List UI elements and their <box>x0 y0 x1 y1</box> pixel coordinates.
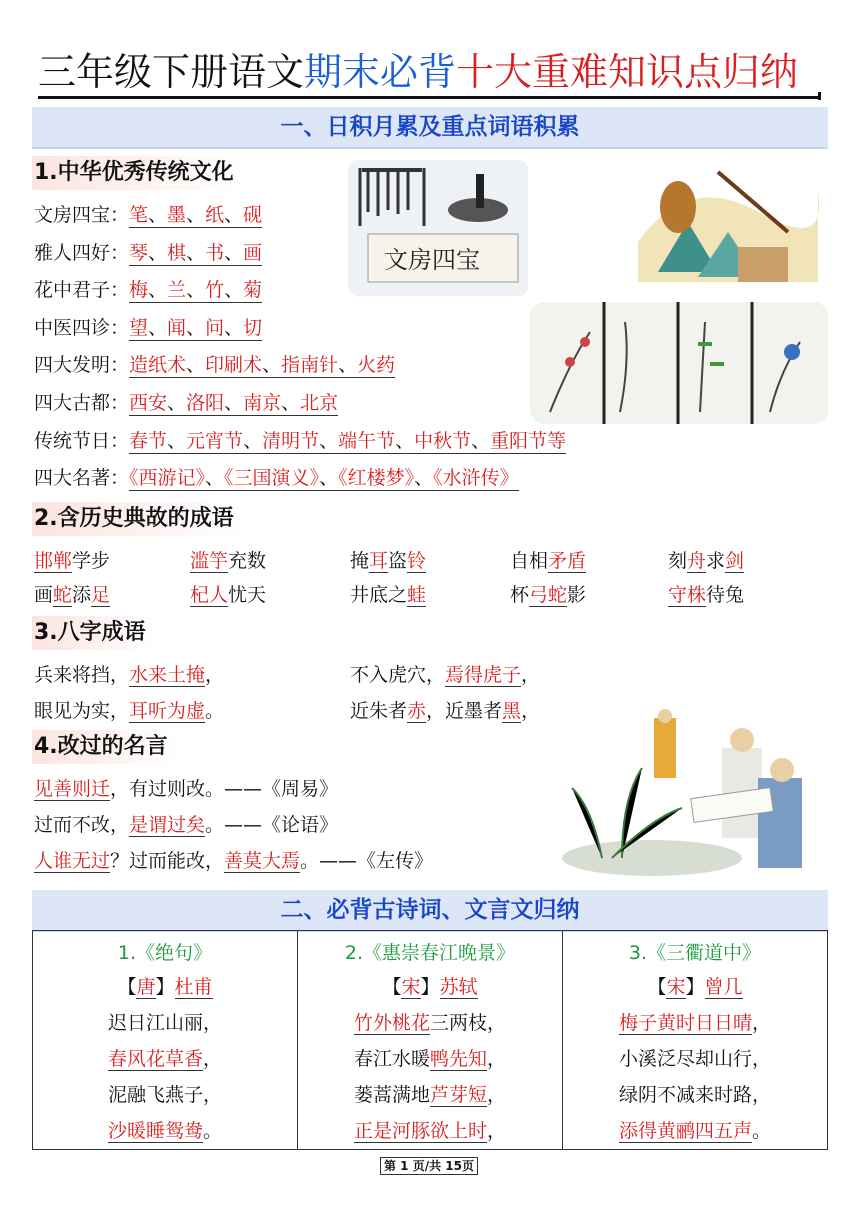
culture-value: 兰 <box>167 279 187 302</box>
text-fragment: 【 <box>647 976 667 998</box>
culture-value: 墨 <box>167 204 187 226</box>
text-fragment: 画 <box>34 584 54 606</box>
page-footer: 第 1 页/共 15页 <box>380 1157 478 1175</box>
poem-author <box>33 969 297 1005</box>
separator: 、 <box>205 467 225 490</box>
culture-value: 西安 <box>129 392 168 414</box>
separator: 、 <box>319 429 339 452</box>
text-fragment: 迟日江山丽， <box>107 1012 222 1034</box>
poem-line <box>563 1041 827 1077</box>
culture-value: 《红楼梦》 <box>338 467 415 490</box>
text-fragment: 。——《左传》 <box>300 850 434 872</box>
text-fragment: 影 <box>567 584 587 606</box>
separator: 、 <box>224 204 244 226</box>
text-fragment: ，近墨者 <box>426 700 503 722</box>
key-term: 耳听为虚 <box>129 700 206 722</box>
eight-char-idiom <box>350 696 540 726</box>
guqin-painting-image <box>618 152 828 292</box>
text-fragment: 盗 <box>388 550 408 572</box>
culture-value: 画 <box>243 241 263 264</box>
culture-value: 梅 <box>129 279 149 302</box>
culture-value: 火药 <box>357 354 396 377</box>
text-fragment: 求 <box>706 550 726 572</box>
poem-line <box>298 1005 562 1041</box>
separator: 、 <box>395 429 415 452</box>
idiom-item <box>34 546 110 576</box>
culture-value: 《三国演义》 <box>224 467 320 490</box>
culture-value: 春节 <box>129 429 168 452</box>
text-fragment: 三两枝， <box>430 1012 507 1034</box>
image-caption-text: 文房四宝 <box>384 246 480 274</box>
key-term: 铃 <box>407 550 427 572</box>
poem-author <box>563 969 827 1005</box>
separator: 、 <box>471 429 491 452</box>
key-term: 春风花草香 <box>107 1048 203 1070</box>
key-term: 耳 <box>369 550 389 572</box>
text-fragment: ， <box>752 1012 772 1034</box>
text-fragment: ， <box>487 1084 507 1106</box>
key-term: 水来土掩 <box>129 664 206 686</box>
poem-title: 3.《三衢道中》 <box>628 942 762 964</box>
key-term: 见善则迁 <box>34 778 111 800</box>
culture-value: 印刷术 <box>205 354 263 377</box>
idiom-item <box>190 546 266 576</box>
poem-line <box>33 1041 297 1077</box>
section-2-header: 二、必背古诗词、文言文归纳 <box>32 890 828 932</box>
scholars-painting-image <box>562 708 832 880</box>
text-fragment: 。 <box>203 1120 223 1142</box>
separator: 、 <box>148 279 168 302</box>
key-term: 芦芽短 <box>429 1084 487 1106</box>
key-term: 添得黄鹂四五声 <box>618 1120 752 1142</box>
text-fragment: ？过而能改， <box>110 850 225 872</box>
text-fragment: 蒌蒿满地 <box>353 1084 430 1106</box>
text-fragment: 忧天 <box>228 584 267 606</box>
separator: 、 <box>186 354 206 377</box>
key-term: 竹外桃花 <box>353 1012 430 1034</box>
eight-char-idiom <box>350 660 540 690</box>
text-fragment: 。 <box>205 700 225 722</box>
separator: 、 <box>148 316 168 339</box>
key-term: 宋 <box>401 976 421 998</box>
key-term: 足 <box>91 584 111 606</box>
subheading-2: 2.含历史典故的成语 <box>32 502 244 536</box>
text-fragment: ， <box>205 664 225 686</box>
poem-line <box>33 1005 297 1041</box>
separator: 、 <box>281 392 301 414</box>
key-term: 沙暖睡鸳鸯 <box>107 1120 203 1142</box>
culture-value: 造纸术 <box>129 354 187 377</box>
subheading-1: 1.中华优秀传统文化 <box>32 156 244 190</box>
poem-line <box>298 1077 562 1113</box>
culture-label: 花中君子： <box>34 279 130 302</box>
culture-label: 雅人四好： <box>34 241 130 264</box>
culture-value: 切 <box>243 316 263 339</box>
idiom-item <box>190 580 266 610</box>
text-fragment: 【 <box>382 976 402 998</box>
culture-row <box>34 200 262 230</box>
poem-cell <box>33 931 298 1150</box>
text-fragment: ， <box>487 1048 507 1070</box>
culture-value: 砚 <box>243 204 263 226</box>
culture-value: 纸 <box>205 204 225 226</box>
text-fragment: 刻 <box>668 550 688 572</box>
culture-value: 元宵节 <box>186 429 244 452</box>
poem-title: 2.《惠崇春江晚景》 <box>344 942 516 964</box>
text-fragment: 杯 <box>510 584 530 606</box>
culture-value: 书 <box>205 241 225 264</box>
text-fragment: 不入虎穴， <box>350 664 446 686</box>
separator: 、 <box>414 467 434 490</box>
poem-cell <box>298 931 563 1150</box>
culture-value: 中秋节 <box>414 429 472 452</box>
subheading-3: 3.八字成语 <box>32 616 156 650</box>
separator: 、 <box>338 354 358 377</box>
separator: 、 <box>186 241 206 264</box>
key-term: 善莫大焉 <box>224 850 301 872</box>
key-term: 曾几 <box>704 976 743 998</box>
text-fragment: ， <box>487 1120 507 1142</box>
idiom-item <box>510 546 586 576</box>
key-term: 杞人 <box>190 584 229 606</box>
culture-value: 望 <box>129 316 149 339</box>
text-fragment: 小溪泛尽却山行， <box>618 1048 771 1070</box>
culture-label: 四大古都： <box>34 392 130 414</box>
key-term: 矛盾 <box>548 550 587 572</box>
poem-line <box>298 1041 562 1077</box>
text-fragment: 绿阴不减来时路， <box>618 1084 771 1106</box>
separator: 、 <box>167 429 187 452</box>
key-term: 剑 <box>725 550 745 572</box>
culture-value: 笔 <box>129 204 149 226</box>
text-fragment: ， <box>521 700 541 722</box>
poem-title: 1.《绝句》 <box>117 942 213 964</box>
page-title: 三年级下册语文期末必背十大重难知识点归纳 <box>38 50 799 94</box>
quote-line <box>34 774 338 804</box>
text-fragment: 。 <box>752 1120 772 1142</box>
key-term: 焉得虎子 <box>445 664 522 686</box>
idiom-item <box>350 580 426 610</box>
idiom-item <box>668 546 744 576</box>
separator: 、 <box>224 392 244 414</box>
text-fragment: 眼见为实， <box>34 700 130 722</box>
poem-author <box>298 969 562 1005</box>
poem-line <box>563 1077 827 1113</box>
key-term: 舟 <box>687 550 707 572</box>
culture-value: 指南针 <box>281 354 339 377</box>
culture-label: 四大名著： <box>34 467 130 490</box>
key-term: 滥竽 <box>190 550 229 572</box>
key-term: 唐 <box>136 976 156 998</box>
culture-label: 文房四宝： <box>34 204 130 226</box>
culture-value: 端午节 <box>338 429 396 452</box>
text-fragment: 过而不改， <box>34 814 130 836</box>
culture-value: 南京 <box>243 392 282 414</box>
text-fragment: 待兔 <box>706 584 745 606</box>
text-fragment: 掩 <box>350 550 370 572</box>
poem-line <box>563 1113 827 1149</box>
key-term: 苏轼 <box>439 976 478 998</box>
key-term: 是谓过矣 <box>129 814 206 836</box>
separator: 、 <box>262 354 282 377</box>
culture-value: 竹 <box>205 279 225 302</box>
title-underline <box>38 96 818 99</box>
separator: 、 <box>319 467 339 490</box>
study-treasures-image <box>348 160 528 296</box>
separator: 、 <box>224 316 244 339</box>
key-term: 正是河豚欲上时 <box>353 1120 487 1142</box>
key-term: 黑 <box>502 700 522 722</box>
quote-line <box>34 810 338 840</box>
culture-value: 清明节 <box>262 429 320 452</box>
text-fragment: 泥融飞燕子， <box>107 1084 222 1106</box>
culture-row <box>34 275 262 305</box>
culture-row <box>34 463 519 493</box>
separator: 、 <box>148 204 168 226</box>
text-fragment: ，有过则改。——《周易》 <box>110 778 339 800</box>
key-term: 赤 <box>407 700 427 722</box>
culture-value: 闻 <box>167 316 187 339</box>
poems-table <box>32 930 828 1150</box>
key-term: 人谁无过 <box>34 850 111 872</box>
key-term: 蛙 <box>407 584 427 606</box>
culture-value: 洛阳 <box>186 392 225 414</box>
key-term: 杜甫 <box>174 976 213 998</box>
title-underline-end <box>818 92 821 100</box>
culture-row <box>34 313 262 343</box>
text-fragment: 充数 <box>228 550 267 572</box>
separator: 、 <box>186 279 206 302</box>
idiom-item <box>34 580 110 610</box>
text-fragment: 。——《论语》 <box>205 814 339 836</box>
culture-value: 《西游记》 <box>129 467 206 490</box>
culture-label: 传统节日： <box>34 429 130 452</box>
text-fragment: 近朱者 <box>350 700 408 722</box>
poem-cell <box>563 931 828 1150</box>
section-1-header: 一、日积月累及重点词语积累 <box>32 107 828 149</box>
culture-value: 问 <box>205 316 225 339</box>
separator: 、 <box>243 429 263 452</box>
quote-line <box>34 846 433 876</box>
key-term: 梅子黄时日日晴 <box>618 1012 752 1034</box>
culture-value: 重阳节等 <box>490 429 567 452</box>
text-fragment: ， <box>203 1048 223 1070</box>
idiom-item <box>510 580 586 610</box>
poem-line <box>33 1077 297 1113</box>
text-fragment: 春江水暖 <box>353 1048 430 1070</box>
four-gentlemen-image <box>530 302 828 424</box>
key-term: 邯郸 <box>34 550 73 572</box>
culture-value: 棋 <box>167 241 187 264</box>
key-term: 蛇 <box>53 584 73 606</box>
subheading-4: 4.改过的名言 <box>32 730 178 764</box>
culture-row <box>34 350 395 380</box>
culture-row <box>34 388 338 418</box>
text-fragment: 】 <box>685 976 705 998</box>
separator: 、 <box>186 316 206 339</box>
poem-line <box>33 1113 297 1149</box>
text-fragment: 自相 <box>510 550 549 572</box>
separator: 、 <box>186 204 206 226</box>
key-term: 鸭先知 <box>429 1048 487 1070</box>
text-fragment: 】 <box>155 976 175 998</box>
culture-row <box>34 426 566 456</box>
text-fragment: ， <box>521 664 541 686</box>
text-fragment: 添 <box>72 584 92 606</box>
separator: 、 <box>224 279 244 302</box>
key-term: 弓蛇 <box>529 584 568 606</box>
text-fragment: 学步 <box>72 550 111 572</box>
key-term: 宋 <box>666 976 686 998</box>
culture-value: 菊 <box>243 279 263 302</box>
text-fragment: 【 <box>117 976 137 998</box>
culture-label: 四大发明： <box>34 354 130 377</box>
eight-char-idiom <box>34 696 224 726</box>
text-fragment: 】 <box>420 976 440 998</box>
poem-line <box>298 1113 562 1149</box>
idiom-item <box>350 546 426 576</box>
eight-char-idiom <box>34 660 224 690</box>
separator: 、 <box>148 241 168 264</box>
culture-row <box>34 238 262 268</box>
culture-value: 琴 <box>129 241 149 264</box>
poem-line <box>563 1005 827 1041</box>
text-fragment: 兵来将挡， <box>34 664 130 686</box>
text-fragment: 井底之 <box>350 584 408 606</box>
separator: 、 <box>224 241 244 264</box>
culture-value: 北京 <box>300 392 339 414</box>
idiom-item <box>668 580 744 610</box>
separator: 、 <box>167 392 187 414</box>
culture-label: 中医四诊： <box>34 316 130 339</box>
culture-value: 《水浒传》 <box>433 467 519 490</box>
key-term: 守株 <box>668 584 707 606</box>
